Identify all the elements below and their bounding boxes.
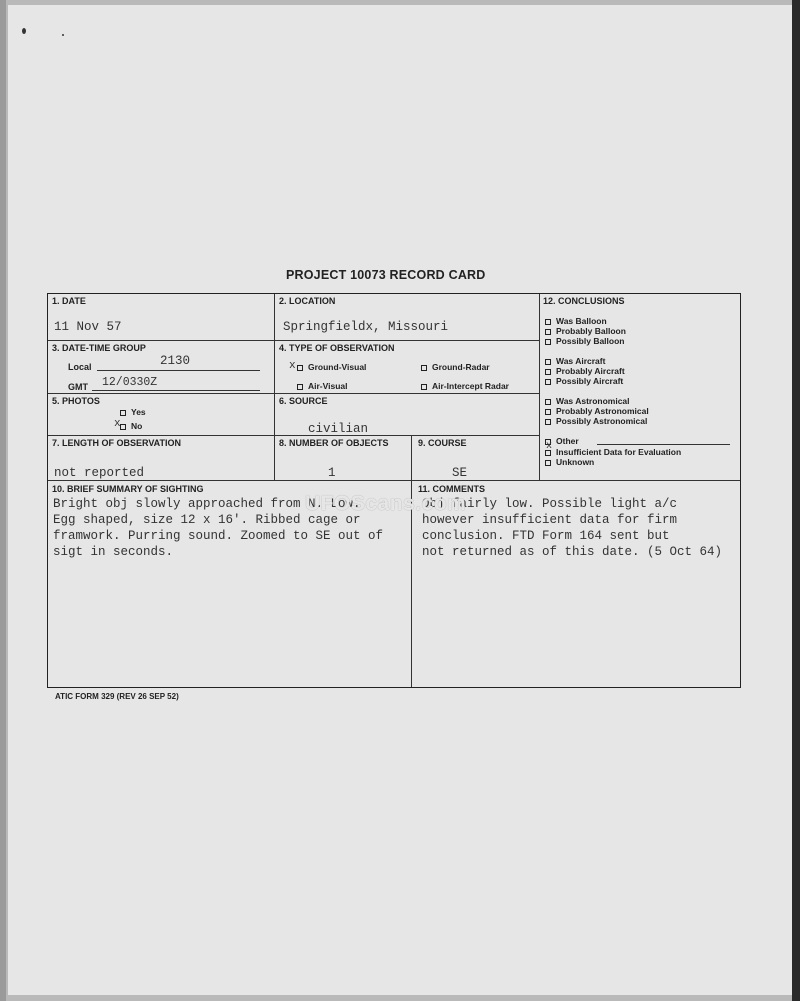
- photos-no-check-mark: x: [114, 418, 121, 430]
- divider: [48, 393, 539, 394]
- checkbox-icon: [545, 409, 551, 415]
- summary-line: framwork. Purring sound. Zoomed to SE out of: [53, 529, 384, 543]
- conclusion-was-balloon[interactable]: Was Balloon: [545, 316, 607, 326]
- length-value: not reported: [54, 466, 145, 480]
- divider: [48, 340, 539, 341]
- conclusion-probably-aircraft[interactable]: Probably Aircraft: [545, 366, 625, 376]
- source-label: 6. SOURCE: [279, 396, 328, 406]
- watermark: UFOScans.com: [305, 492, 467, 515]
- number-of-objects-label: 8. NUMBER OF OBJECTS: [279, 438, 389, 448]
- number-of-objects-value: 1: [328, 466, 336, 480]
- comments-label: 11. COMMENTS: [418, 484, 486, 494]
- local-underline: [97, 370, 260, 371]
- checkbox-icon: [545, 369, 551, 375]
- summary-line: sigt in seconds.: [53, 545, 174, 559]
- location-value: Springfieldx, Missouri: [283, 320, 449, 334]
- checkbox-icon: [545, 419, 551, 425]
- gmt-label: GMT: [68, 382, 88, 392]
- checkbox-icon: [545, 319, 551, 325]
- checkbox-icon: [545, 399, 551, 405]
- conclusion-was-astronomical[interactable]: Was Astronomical: [545, 396, 630, 406]
- insufficient-data-check-mark: x: [546, 441, 553, 452]
- checkbox-icon: [120, 424, 126, 430]
- conclusion-other[interactable]: Other: [545, 436, 579, 446]
- local-label: Local: [68, 362, 92, 372]
- date-value: 11 Nov 57: [54, 320, 122, 334]
- comments-line: not returned as of this date. (5 Oct 64): [422, 545, 723, 559]
- gmt-underline: [92, 390, 260, 391]
- photos-no-option[interactable]: No: [120, 421, 142, 431]
- comments-line: however insufficient data for firm: [422, 513, 678, 527]
- length-label: 7. LENGTH OF OBSERVATION: [52, 438, 182, 448]
- checkbox-icon: [297, 384, 303, 390]
- location-label: 2. LOCATION: [279, 296, 336, 306]
- ground-visual-option[interactable]: Ground-Visual: [297, 362, 366, 372]
- summary-line: Egg shaped, size 12 x 16'. Ribbed cage or: [53, 513, 361, 527]
- comments-line: Obj fairly low. Possible light a/c: [422, 497, 678, 511]
- date-label: 1. DATE: [52, 296, 86, 306]
- observation-type-label: 4. TYPE OF OBSERVATION: [279, 343, 395, 353]
- gmt-value: 12/0330Z: [102, 376, 158, 389]
- checkbox-icon: [545, 329, 551, 335]
- checkbox-icon: [545, 450, 551, 456]
- summary-label: 10. BRIEF SUMMARY OF SIGHTING: [52, 484, 204, 494]
- other-underline: [597, 444, 730, 445]
- conclusion-possibly-astronomical[interactable]: Possibly Astronomical: [545, 416, 647, 426]
- checkbox-icon: [120, 410, 126, 416]
- checkbox-icon: [297, 365, 303, 371]
- scan-speck: [22, 28, 26, 34]
- conclusion-probably-astronomical[interactable]: Probably Astronomical: [545, 406, 649, 416]
- conclusion-possibly-balloon[interactable]: Possibly Balloon: [545, 336, 625, 346]
- divider: [274, 294, 275, 480]
- divider: [411, 435, 412, 687]
- course-value: SE: [452, 466, 468, 480]
- ground-radar-option[interactable]: Ground-Radar: [421, 362, 490, 372]
- photos-yes-option[interactable]: Yes: [120, 407, 146, 417]
- card-title: PROJECT 10073 RECORD CARD: [286, 268, 486, 282]
- source-value: civilian: [308, 422, 369, 436]
- divider: [539, 294, 540, 480]
- air-visual-option[interactable]: Air-Visual: [297, 381, 348, 391]
- air-intercept-radar-option[interactable]: Air-Intercept Radar: [421, 381, 509, 391]
- scan-speck: [62, 34, 64, 36]
- conclusion-possibly-aircraft[interactable]: Possibly Aircraft: [545, 376, 623, 386]
- conclusion-insufficient-data[interactable]: Insufficient Data for Evaluation: [545, 447, 681, 457]
- checkbox-icon: [421, 384, 427, 390]
- checkbox-icon: [545, 379, 551, 385]
- scan-left-edge: [0, 0, 6, 1001]
- checkbox-icon: [421, 365, 427, 371]
- conclusion-probably-balloon[interactable]: Probably Balloon: [545, 326, 626, 336]
- checkbox-icon: [545, 339, 551, 345]
- divider: [48, 480, 740, 481]
- conclusion-unknown[interactable]: Unknown: [545, 457, 594, 467]
- course-label: 9. COURSE: [418, 438, 467, 448]
- summary-line: Bright obj slowly approached from N. Low.: [53, 497, 361, 511]
- ground-visual-check-mark: x: [289, 360, 296, 372]
- checkbox-icon: [545, 359, 551, 365]
- local-value: 2130: [160, 354, 191, 368]
- conclusions-label: 12. CONCLUSIONS: [543, 296, 625, 306]
- scan-right-edge: [792, 0, 800, 1001]
- comments-line: conclusion. FTD Form 164 sent but: [422, 529, 670, 543]
- form-number: ATIC FORM 329 (REV 26 SEP 52): [55, 692, 179, 701]
- checkbox-icon: [545, 460, 551, 466]
- conclusion-was-aircraft[interactable]: Was Aircraft: [545, 356, 605, 366]
- date-time-group-label: 3. DATE-TIME GROUP: [52, 343, 146, 353]
- divider: [48, 435, 539, 436]
- photos-label: 5. PHOTOS: [52, 396, 100, 406]
